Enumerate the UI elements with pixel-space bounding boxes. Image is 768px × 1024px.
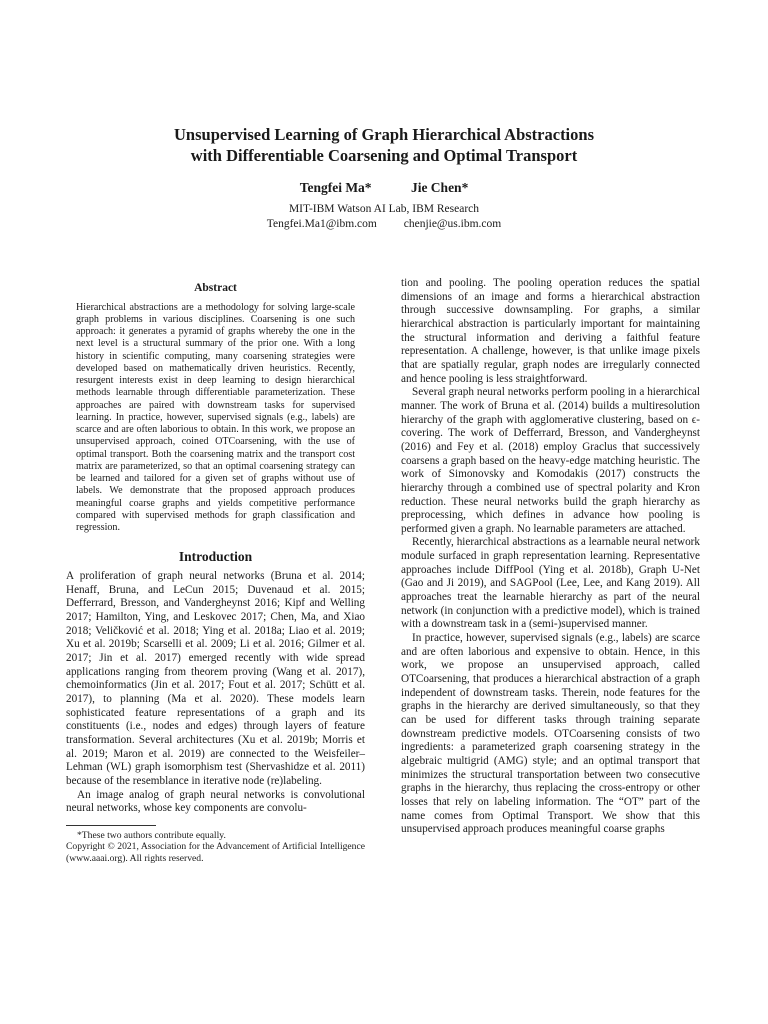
affiliation: MIT-IBM Watson AI Lab, IBM Research <box>288 203 480 215</box>
footnote-divider <box>66 825 156 826</box>
intro-paragraph-2: An image analog of graph neural networks is convolutional neural networks, whose key components are convolu- <box>66 788 365 815</box>
equal-contribution-footnote: *These two authors contribute equally. <box>77 829 226 841</box>
author-list <box>60 180 708 196</box>
right-column <box>401 277 700 837</box>
author-name: Tengfei Ma* <box>299 180 372 195</box>
author-email: chenjie@us.ibm.com <box>403 217 502 230</box>
affiliation-block <box>60 202 708 231</box>
intro-paragraph-1: A proliferation of graph neural networks (Bruna et al. 2014; Henaff, Bruna, and LeCun 2015; Duvenaud et al. 2015; Defferrard, Bresson, and Vandergheynst 2016; Kipf and Welling 2017; Hamilton, Ying, and Leskovec 2017; Chen, Ma, and Xiao 2018; Veličković et al. 2018; Ying et al. 2018a; Liao et al. 2019; Xu et al. 2019b; Scarselli et al. 2009; Li et al. 2016; Gilmer et al. 2017; Jin et al. 2017) emerged recently with wide spread applications ranging from theorem proving (Wang et al. 2017), chemoinformatics (Jin et al. 2017; Fout et al. 2017; Schütt et al. 2017), to planning (Ma et al. 2020). These models learn sophisticated feature representations of a graph and its constituents (i.e., nodes and edges) through layers of feature transformation. Several architectures (Xu et al. 2019b; Morris et al. 2019; Maron et al. 2019) are connected to the Weisfeiler–Lehman (WL) graph isomorphism test (Shervashidze et al. 2011) because of the resemblance in iterative node (re)labeling. <box>66 570 365 787</box>
abstract-heading: Abstract <box>194 282 237 294</box>
author-email: Tengfei.Ma1@ibm.com <box>266 217 377 230</box>
body-paragraph-4: In practice, however, supervised signals (e.g., labels) are scarce and are often laborious and expensive to obtain. Hence, in this work, we propose an unsupervised approach, called OTCoarsening, that produces a hierarchical abstraction of a graph independent of downstream tasks. Therein, node features for the graphs in the hierarchy are derived simultaneously, so that they can be used for different tasks through training separate downstream predictive models. OTCoarsening consists of two ingredients: a parameterized graph coarsening strategy in the algebraic multigrid (AMG) style; and an optimal transport that minimizes the structural transportation between two consecutive graphs in the hierarchy, thus replacing the cross-entropy or other losses that rely on labeling information. The “OT” part of the name comes from Optimal Transport. We show that this unsupervised approach produces meaningful coarse graphs <box>401 632 700 836</box>
body-paragraph-3: Recently, hierarchical abstractions as a learnable neural network module surfaced in graph representation learning. Representative approaches include DiffPool (Ying et al. 2018b), Graph U-Net (Gao and Ji 2019), and SAGPool (Lee, Lee, and Kang 2019). All approaches treat the learnable hierarchy as part of the neural network (in conjunction with a predictive model), which is trained with a downstream task in a (semi-)supervised manner. <box>401 536 700 631</box>
title-line-2: with Differentiable Coarsening and Optimal Transport <box>190 146 578 165</box>
abstract-body <box>66 302 365 535</box>
abstract-text: Hierarchical abstractions are a methodology for solving large-scale graph problems in various disciplines. Coarsening is one such approach: it generates a pyramid of graphs whereby the one in the next level is a structural summary of the prior one. With a long history in scientific computing, many coarsening strategies were developed based on mathematically driven heuristics. Recently, resurgent interests exist in deep learning to design hierarchical methods learnable through differentiable parameterization. These approaches are paired with downstream tasks for supervised learning. In practice, however, supervised signals (e.g., labels) are scarce and are often laborious to obtain. In this work, we propose an unsupervised approach, coined OTCoarsening, with the use of optimal transport. Both the coarsening matrix and the transport cost matrix are parameterized, so that an optimal coarsening strategy can be learned and tailored for a given set of graphs without use of labels. We demonstrate that the proposed approach produces meaningful coarse graphs and yields competitive performance compared with supervised methods for graph classification and regression. <box>76 301 355 534</box>
author-name: Jie Chen* <box>410 180 469 195</box>
left-column <box>66 278 365 865</box>
paper-title <box>60 124 708 166</box>
introduction-heading: Introduction <box>178 549 253 565</box>
copyright-notice: Copyright © 2021, Association for the Advancement of Artificial Intelligence (www.aaai.org). All rights reserved. <box>66 841 365 865</box>
email-list <box>60 217 708 232</box>
body-paragraph-1: tion and pooling. The pooling operation reduces the spatial dimensions of an image and forms a hierarchical abstraction through successive downsampling. For graphs, a similar hierarchical abstraction is particularly important for maintaining the structural information and deriving a faithful feature representation. A challenge, however, is that unlike image pixels that are spatially regular, graph nodes are irregularly connected and hence pooling is less straightforward. <box>401 277 700 385</box>
title-line-1: Unsupervised Learning of Graph Hierarchical Abstractions <box>174 125 594 144</box>
body-paragraph-2: Several graph neural networks perform pooling in a hierarchical manner. The work of Bruna et al. (2014) builds a multiresolution hierarchy of the graph with agglomerative clustering, based on ϵ-covering. The work of Defferrard, Bresson, and Vandergheynst (2016) and Fey et al. (2018) employ Graclus that successively coarsens a graph based on the heavy-edge matching heuristic. The work of Simonovsky and Komodakis (2017) constructs the hierarchy through a combined use of spectral polarity and Kron reduction. These neural networks build the graph hierarchy as preprocessing, which defines in advance how pooling is performed given a graph. No learnable parameters are attached. <box>401 386 700 535</box>
